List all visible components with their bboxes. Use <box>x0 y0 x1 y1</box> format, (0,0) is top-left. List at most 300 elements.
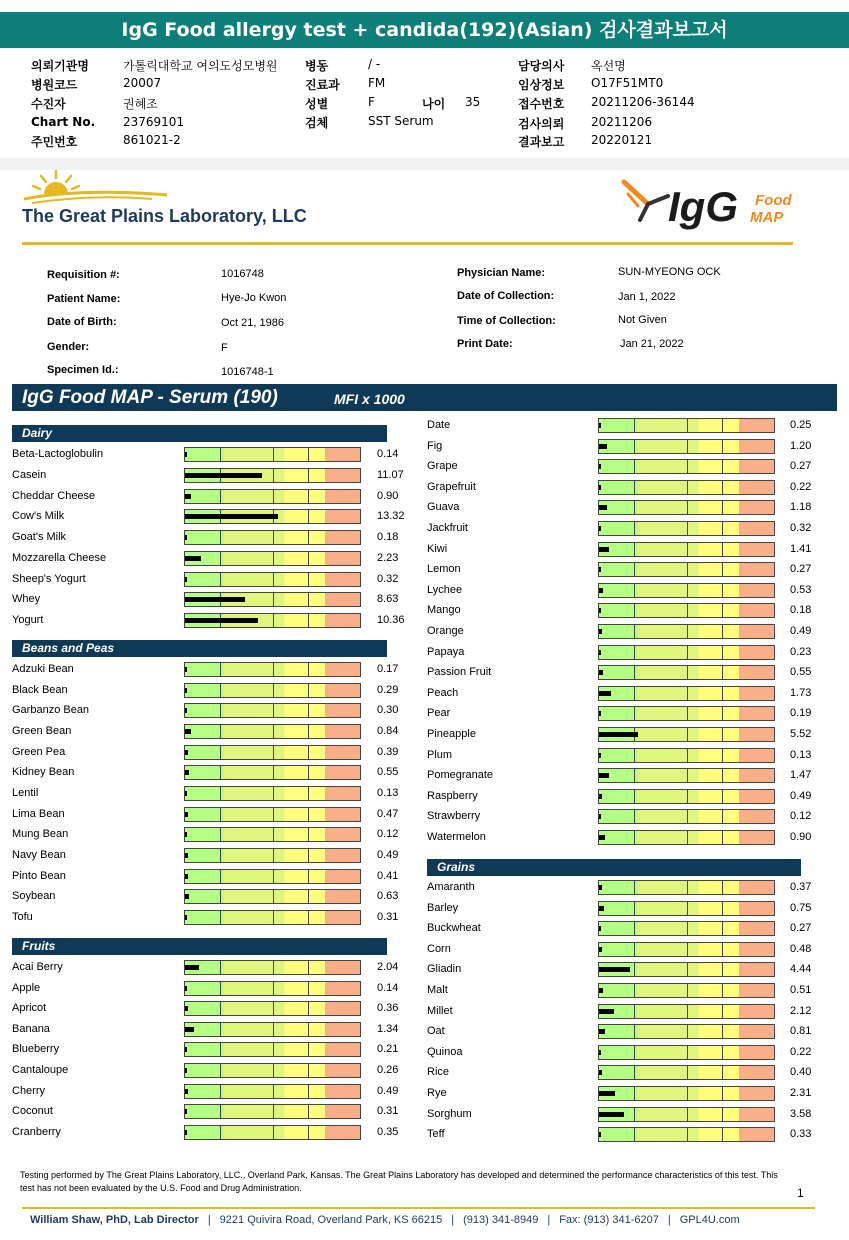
food-value: 0.81 <box>790 1025 812 1038</box>
value-bar <box>185 535 187 540</box>
band-tick <box>634 666 635 679</box>
info-label: Physician Name: <box>457 267 546 279</box>
result-bar <box>598 789 775 804</box>
band-tick <box>634 501 635 514</box>
food-row <box>427 940 847 960</box>
band-tick <box>220 870 221 883</box>
band-tick <box>687 563 688 576</box>
band-tick <box>722 646 723 659</box>
food-row <box>12 979 432 999</box>
info-label: Time of Collection: <box>457 315 556 327</box>
band-tick <box>308 766 309 779</box>
result-bar <box>598 521 775 536</box>
food-value: 0.12 <box>790 810 812 823</box>
band-tick <box>273 1064 274 1077</box>
header-label: 임상정보 <box>518 78 565 92</box>
food-name: Lemon <box>427 563 461 576</box>
band-tick <box>634 902 635 915</box>
value-bar <box>185 750 188 755</box>
value-bar <box>599 885 602 890</box>
food-row <box>12 507 432 527</box>
value-bar <box>599 691 611 696</box>
band-tick <box>722 769 723 782</box>
food-name: Jackfruit <box>427 522 468 534</box>
food-row <box>12 681 432 701</box>
food-name: Lychee <box>427 583 463 596</box>
band-tick <box>220 1085 221 1098</box>
result-bar <box>184 765 361 780</box>
result-bar <box>598 583 775 598</box>
band-tick <box>722 831 723 844</box>
food-row <box>12 611 432 631</box>
food-value: 0.48 <box>790 942 812 955</box>
value-bar <box>185 708 187 713</box>
band-tick <box>687 460 688 473</box>
result-bar <box>184 468 361 483</box>
info-value: Oct 21, 1986 <box>221 317 284 329</box>
value-bar <box>599 608 601 613</box>
food-value: 0.31 <box>377 910 399 923</box>
header-value: 옥선명 <box>591 59 626 73</box>
food-name: Whey <box>12 593 41 606</box>
food-row <box>12 701 432 721</box>
band-tick <box>220 573 221 586</box>
band-tick <box>687 707 688 720</box>
result-bar <box>184 489 361 504</box>
food-name: Lentil <box>12 786 39 799</box>
food-value: 11.07 <box>377 468 404 481</box>
food-name: Mung Bean <box>12 828 69 841</box>
sun-logo-icon <box>22 168 172 204</box>
band-tick <box>220 808 221 821</box>
band-tick <box>634 440 635 453</box>
map-logo-map: MAP <box>750 209 784 226</box>
band-tick <box>687 831 688 844</box>
result-bar <box>184 530 361 545</box>
food-row <box>427 416 847 436</box>
food-row <box>427 560 847 580</box>
band-tick <box>634 584 635 597</box>
band-tick <box>722 687 723 700</box>
food-name: Pomegranate <box>427 769 494 782</box>
result-bar <box>184 869 361 884</box>
food-name: Cranberry <box>12 1125 61 1138</box>
food-value: 0.84 <box>377 724 399 737</box>
band-tick <box>273 1023 274 1036</box>
band-tick <box>273 787 274 800</box>
band-tick <box>220 746 221 759</box>
result-bar <box>184 703 361 718</box>
band-tick <box>634 963 635 976</box>
value-bar <box>185 452 187 457</box>
food-name: Pineapple <box>427 728 476 740</box>
band-tick <box>273 490 274 503</box>
food-name: Gliadin <box>427 963 462 976</box>
band-tick <box>308 1085 309 1098</box>
band-tick <box>308 1002 309 1015</box>
food-name: Cherry <box>12 1084 46 1097</box>
food-value: 13.32 <box>377 510 405 523</box>
food-row <box>12 1061 432 1081</box>
band-tick <box>273 961 274 974</box>
section-header <box>12 384 837 411</box>
band-tick <box>722 1005 723 1018</box>
food-name: Yogurt <box>12 614 44 626</box>
band-tick <box>634 625 635 638</box>
result-bar <box>184 1022 361 1037</box>
info-value: Jan 21, 2022 <box>620 338 684 350</box>
header-value: FM <box>368 76 386 90</box>
band-tick <box>722 881 723 894</box>
value-bar <box>599 1009 614 1014</box>
info-label: Requisition #: <box>47 269 120 281</box>
header-label: 검체 <box>305 116 329 130</box>
band-tick <box>273 614 274 627</box>
food-name: Casein <box>12 468 47 481</box>
food-row <box>427 746 847 766</box>
value-bar <box>185 832 187 837</box>
band-tick <box>634 419 635 432</box>
band-tick <box>273 1085 274 1098</box>
food-value: 1.47 <box>790 769 812 782</box>
food-value: 0.25 <box>790 419 812 431</box>
food-value: 0.21 <box>377 1043 399 1056</box>
food-row <box>427 581 847 601</box>
food-row <box>12 784 432 804</box>
header-label: 나이 <box>422 97 446 111</box>
band-tick <box>308 828 309 841</box>
band-tick <box>722 1128 723 1141</box>
food-name: Fig <box>427 439 443 452</box>
info-label: Specimen Id.: <box>47 364 119 376</box>
band-tick <box>273 573 274 586</box>
food-row <box>12 743 432 763</box>
food-name: Malt <box>427 984 448 996</box>
food-row <box>12 825 432 845</box>
value-bar <box>185 494 191 499</box>
value-bar <box>185 618 258 623</box>
band-tick <box>722 604 723 617</box>
food-name: Cheddar Cheese <box>12 489 96 502</box>
food-name: Buckwheat <box>427 922 481 935</box>
result-bar <box>598 645 775 660</box>
band-tick <box>634 881 635 894</box>
food-value: 0.29 <box>377 683 399 696</box>
band-tick <box>273 469 274 482</box>
food-name: Blueberry <box>12 1043 60 1056</box>
value-bar <box>599 423 601 428</box>
band-tick <box>273 448 274 461</box>
header-label: 성별 <box>305 97 329 111</box>
result-bar <box>598 880 775 895</box>
food-name: Apricot <box>12 1002 47 1015</box>
band-tick <box>722 543 723 556</box>
result-bar <box>598 962 775 977</box>
header-value: F <box>368 95 375 109</box>
band-tick <box>722 984 723 997</box>
header-label: 담당의사 <box>518 59 565 73</box>
food-row <box>12 660 432 680</box>
food-value: 0.13 <box>790 748 812 761</box>
section-unit: MFI x 1000 <box>334 391 405 407</box>
band-tick <box>687 1005 688 1018</box>
food-row <box>12 1020 432 1040</box>
food-row <box>427 1084 847 1104</box>
food-name: Strawberry <box>427 810 481 823</box>
band-tick <box>220 1064 221 1077</box>
band-tick <box>273 593 274 606</box>
band-tick <box>220 911 221 924</box>
result-bar <box>184 1001 361 1016</box>
result-bar <box>598 542 775 557</box>
band-tick <box>634 769 635 782</box>
food-row <box>427 601 847 621</box>
value-bar <box>599 967 630 972</box>
value-bar <box>185 853 188 858</box>
food-value: 1.73 <box>790 686 812 699</box>
food-value: 0.90 <box>790 831 812 843</box>
food-name: Quinoa <box>427 1045 463 1058</box>
band-tick <box>273 849 274 862</box>
food-value: 5.52 <box>790 728 812 740</box>
info-label: Date of Collection: <box>457 290 555 302</box>
band-tick <box>722 810 723 823</box>
value-bar <box>599 629 602 634</box>
food-name: Adzuki Bean <box>12 663 74 675</box>
band-tick <box>722 419 723 432</box>
result-bar <box>184 889 361 904</box>
result-bar <box>184 827 361 842</box>
food-value: 0.32 <box>790 522 812 534</box>
value-bar <box>185 915 187 920</box>
band-tick <box>220 552 221 565</box>
food-value: 0.14 <box>377 448 399 460</box>
food-value: 2.31 <box>790 1087 812 1099</box>
band-tick <box>687 1066 688 1079</box>
result-bar <box>184 683 361 698</box>
food-value: 0.26 <box>377 1064 399 1076</box>
food-name: Orange <box>427 625 464 637</box>
value-bar <box>185 791 187 796</box>
food-name: Papaya <box>427 645 465 658</box>
food-value: 1.18 <box>790 501 812 514</box>
food-value: 0.30 <box>377 704 399 717</box>
band-tick <box>308 870 309 883</box>
band-tick <box>308 982 309 995</box>
food-name: Rice <box>427 1066 450 1079</box>
category-header: Grains <box>427 859 801 876</box>
food-name: Cow's Milk <box>12 510 65 523</box>
food-name: Sorghum <box>427 1107 472 1120</box>
band-tick <box>634 984 635 997</box>
result-bar <box>598 459 775 474</box>
band-tick <box>634 1066 635 1079</box>
food-row <box>427 663 847 683</box>
band-tick <box>634 646 635 659</box>
food-row <box>12 958 432 978</box>
food-name: Barley <box>427 901 459 914</box>
food-row <box>427 1043 847 1063</box>
result-bar <box>598 1024 775 1039</box>
food-name: Apple <box>12 981 41 994</box>
band-tick <box>634 522 635 535</box>
food-name: Coconut <box>12 1105 53 1118</box>
food-value: 0.49 <box>790 625 812 637</box>
footer-phone: (913) 341-8949 <box>463 1214 539 1226</box>
band-tick <box>220 684 221 697</box>
band-tick <box>722 440 723 453</box>
band-tick <box>308 552 309 565</box>
food-row <box>12 1102 432 1122</box>
food-value: 2.12 <box>790 1004 812 1017</box>
food-name: Kidney Bean <box>12 766 75 779</box>
food-name: Raspberry <box>427 789 478 802</box>
band-tick <box>687 625 688 638</box>
food-value: 0.49 <box>790 789 812 802</box>
value-bar <box>599 505 607 510</box>
food-value: 0.31 <box>377 1105 399 1118</box>
value-bar <box>185 514 278 519</box>
value-bar <box>599 670 603 675</box>
food-name: Goat's Milk <box>12 531 67 543</box>
food-value: 0.49 <box>377 848 399 861</box>
header-label: 주민번호 <box>31 135 78 149</box>
food-value: 0.41 <box>377 869 399 882</box>
food-value: 0.18 <box>377 531 399 543</box>
band-tick <box>687 790 688 803</box>
band-tick <box>273 1105 274 1118</box>
food-row <box>12 846 432 866</box>
band-tick <box>308 1105 309 1118</box>
food-value: 0.37 <box>790 881 812 893</box>
result-bar <box>184 1104 361 1119</box>
value-bar <box>185 688 187 693</box>
band-tick <box>687 646 688 659</box>
food-row <box>12 590 432 610</box>
band-tick <box>273 766 274 779</box>
band-tick <box>308 961 309 974</box>
band-tick <box>634 1025 635 1038</box>
band-tick <box>308 1126 309 1139</box>
food-row <box>12 887 432 907</box>
value-bar <box>599 588 603 593</box>
food-name: Corn <box>427 942 451 955</box>
value-bar <box>599 1029 605 1034</box>
lab-name: The Great Plains Laboratory, LLC <box>22 206 307 226</box>
value-bar <box>185 812 188 817</box>
band-tick <box>722 1108 723 1121</box>
band-tick <box>308 510 309 523</box>
band-tick <box>687 543 688 556</box>
food-value: 0.13 <box>377 786 399 799</box>
food-row <box>12 1123 432 1143</box>
band-tick <box>687 902 688 915</box>
value-bar <box>599 926 601 931</box>
band-tick <box>220 531 221 544</box>
value-bar <box>599 526 601 531</box>
band-tick <box>634 1005 635 1018</box>
value-bar <box>599 906 604 911</box>
food-name: Teff <box>427 1128 445 1141</box>
header-value: 861021-2 <box>123 133 181 147</box>
band-tick <box>687 749 688 762</box>
food-row <box>12 908 432 928</box>
value-bar <box>185 1089 188 1094</box>
food-value: 10.36 <box>377 614 405 626</box>
value-bar <box>185 1109 187 1114</box>
header-label: 결과보고 <box>518 135 565 149</box>
value-bar <box>599 444 607 449</box>
result-bar <box>184 1042 361 1057</box>
band-tick <box>220 1043 221 1056</box>
band-tick <box>308 531 309 544</box>
food-row <box>427 807 847 827</box>
band-tick <box>220 1002 221 1015</box>
band-tick <box>687 666 688 679</box>
result-bar <box>598 603 775 618</box>
food-row <box>427 457 847 477</box>
info-label: Patient Name: <box>47 293 121 305</box>
result-bar <box>598 983 775 998</box>
food-value: 0.35 <box>377 1125 399 1138</box>
report-title-bar <box>0 12 849 48</box>
band-tick <box>273 870 274 883</box>
band-tick <box>687 1025 688 1038</box>
band-tick <box>634 831 635 844</box>
band-tick <box>687 1128 688 1141</box>
food-row <box>427 1022 847 1042</box>
value-bar <box>185 1068 187 1073</box>
result-bar <box>184 572 361 587</box>
header-value: O17F51MT0 <box>591 76 664 90</box>
result-bar <box>598 901 775 916</box>
header-label: 수진자 <box>31 97 66 111</box>
result-bar <box>598 1045 775 1060</box>
food-name: Pear <box>427 707 451 720</box>
food-row <box>427 540 847 560</box>
header-value: 20211206 <box>591 115 653 129</box>
food-row <box>427 899 847 919</box>
band-tick <box>687 922 688 935</box>
band-tick <box>687 481 688 494</box>
food-name: Millet <box>427 1004 453 1017</box>
header-value: SST Serum <box>368 114 434 128</box>
band-tick <box>273 1126 274 1139</box>
food-value: 0.17 <box>377 663 399 675</box>
food-value: 0.47 <box>377 807 399 820</box>
value-bar <box>599 753 601 758</box>
band-tick <box>308 469 309 482</box>
info-value: Not Given <box>618 314 667 326</box>
result-bar <box>598 921 775 936</box>
value-bar <box>185 577 187 582</box>
value-bar <box>599 794 602 799</box>
food-name: Black Bean <box>12 683 68 696</box>
food-row <box>427 498 847 518</box>
result-bar <box>598 768 775 783</box>
value-bar <box>185 556 201 561</box>
result-bar <box>598 706 775 721</box>
header-divider <box>22 242 793 245</box>
band-tick <box>273 746 274 759</box>
band-tick <box>722 563 723 576</box>
food-value: 0.33 <box>790 1128 812 1141</box>
band-tick <box>722 584 723 597</box>
band-tick <box>687 501 688 514</box>
band-tick <box>308 890 309 903</box>
food-value: 0.19 <box>790 707 812 720</box>
section-title: IgG Food MAP - Serum (190) <box>22 387 278 408</box>
